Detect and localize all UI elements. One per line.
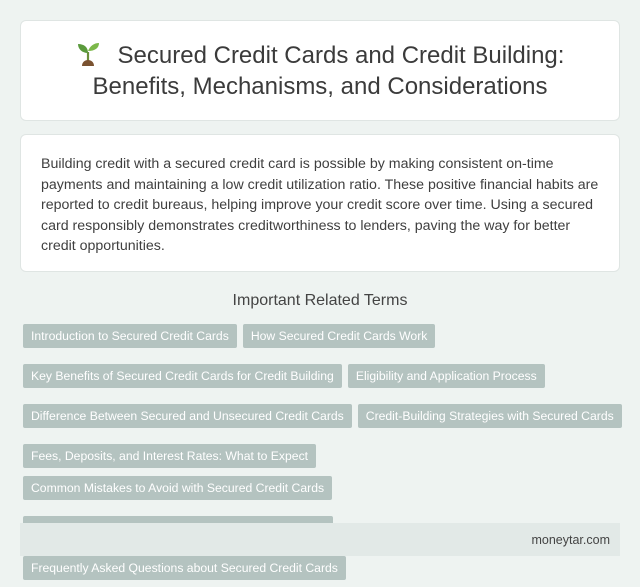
related-term-tag[interactable]: Difference Between Secured and Unsecured Credit Cards bbox=[23, 404, 352, 428]
related-terms-heading: Important Related Terms bbox=[232, 292, 408, 309]
summary-text: Building credit with a secured credit card is possible by making consistent on-time payments and maintaining a low credit utilization ratio. These positive financial habits are reported to credit bureaus, helping improve your credit score over time. Using a secured card responsibly demonstrates creditworthiness to lenders, paving the way for better credit opportunities. bbox=[41, 156, 599, 254]
summary-card bbox=[20, 134, 620, 272]
title-line-2: Benefits, Mechanisms, and Considerations bbox=[92, 72, 548, 100]
related-term-tag[interactable]: Key Benefits of Secured Credit Cards for Credit Building bbox=[23, 364, 342, 388]
title-card bbox=[20, 20, 620, 121]
related-term-tag[interactable]: Frequently Asked Questions about Secured Credit Cards bbox=[23, 556, 346, 580]
related-term-tag[interactable]: Credit-Building Strategies with Secured Cards bbox=[358, 404, 622, 428]
related-term-tag[interactable]: Eligibility and Application Process bbox=[348, 364, 545, 388]
related-term-tag[interactable]: Introduction to Secured Credit Cards bbox=[23, 324, 237, 348]
title-line-1: Secured Credit Cards and Credit Building: bbox=[117, 41, 565, 69]
sprout-icon bbox=[76, 40, 100, 66]
related-term-tag[interactable]: Fees, Deposits, and Interest Rates: What to Expect bbox=[23, 444, 316, 468]
footer bbox=[20, 523, 620, 556]
related-term-tag[interactable]: How Secured Credit Cards Work bbox=[243, 324, 436, 348]
page-title bbox=[76, 40, 565, 102]
related-term-tag[interactable]: Common Mistakes to Avoid with Secured Credit Cards bbox=[23, 476, 332, 500]
site-name[interactable]: moneytar.com bbox=[531, 532, 610, 547]
